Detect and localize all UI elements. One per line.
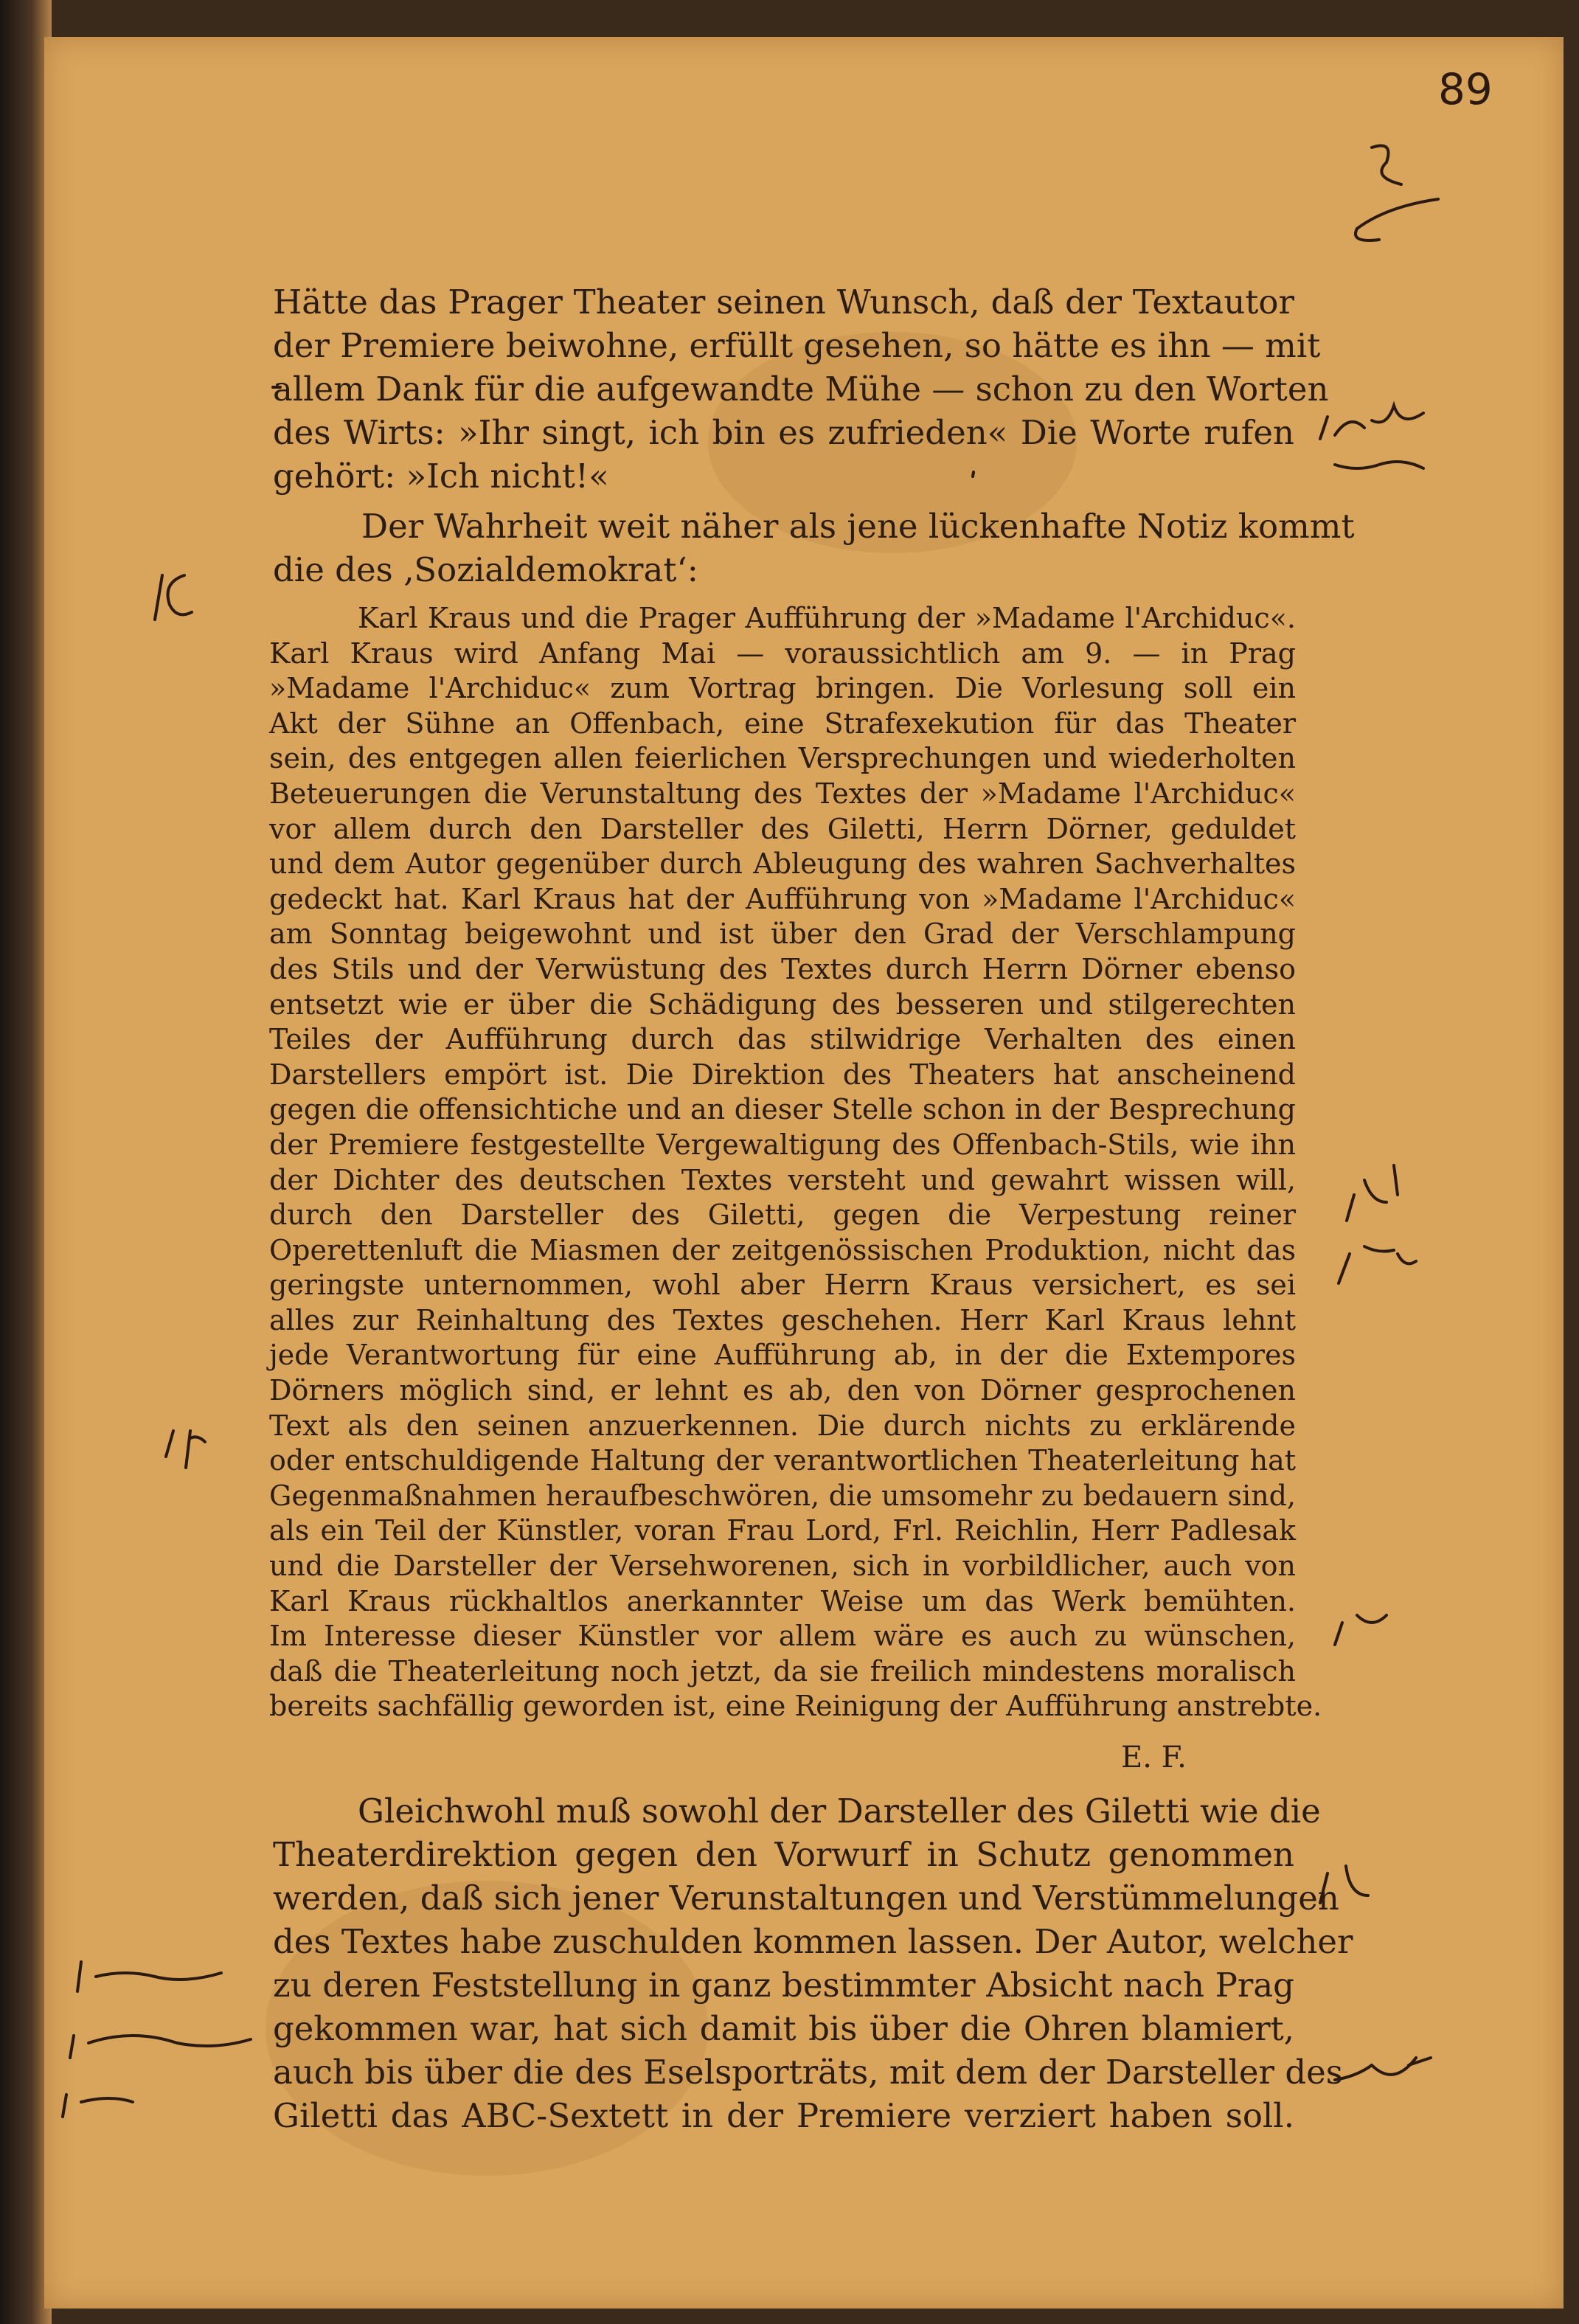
text-line: Giletti das ABC-Sextett in der Premiere verziert haben soll. bbox=[273, 2096, 1294, 2135]
text-line: Theaterdirektion gegen den Vorwurf in Schutz genommen bbox=[273, 1835, 1294, 1874]
quote-line: Operettenluft die Miasmen der zeitgenössischen Produktion, nicht das bbox=[269, 1233, 1296, 1266]
quote-line: oder entschuldigende Haltung der verantwortlichen Theaterleitung hat bbox=[269, 1444, 1296, 1477]
quote-line: Im Interesse dieser Künstler vor allem wäre es auch zu wünschen, bbox=[269, 1620, 1296, 1653]
quote-line: geringste unternommen, wohl aber Herrn Kraus versichert, es sei bbox=[269, 1269, 1296, 1302]
quote-line: der Premiere festgestellte Vergewaltigung des Offenbach-Stils, wie ihn bbox=[269, 1128, 1296, 1161]
quote-line: am Sonntag beigewohnt und ist über den Grad der Verschlampung bbox=[269, 918, 1296, 951]
quote-line: jede Verantwortung für eine Aufführung ab, in der die Extempores bbox=[269, 1339, 1296, 1372]
quote-line: gegen die offensichtiche und an dieser Stelle schon in der Besprechung bbox=[269, 1093, 1296, 1126]
quote-line: Beteuerungen die Verunstaltung des Textes der »Madame l'Archiduc« bbox=[269, 777, 1296, 810]
quote-line: Gegenmaßnahmen heraufbeschwören, die umsomehr zu bedauern sind, bbox=[269, 1479, 1296, 1512]
text-line: zu deren Feststellung in ganz bestimmter Absicht nach Prag bbox=[273, 1966, 1294, 2005]
quote-line: »Madame l'Archiduc« zum Vortrag bringen. Die Vorlesung soll ein bbox=[269, 672, 1296, 705]
quote-line: durch den Darsteller des Giletti, gegen die Verpestung reiner bbox=[269, 1199, 1296, 1232]
quote-line: Karl Kraus und die Prager Aufführung der »Madame l'Archiduc«. bbox=[358, 602, 1296, 634]
quote-line: bereits sachfällig geworden ist, eine Reinigung der Aufführung anstrebte. bbox=[269, 1690, 1322, 1723]
quote-line: Text als den seinen anzuerkennen. Die durch nichts zu erklärende bbox=[269, 1409, 1296, 1442]
page-number: 89 bbox=[1438, 64, 1493, 114]
quote-line: Karl Kraus wird Anfang Mai — voraussichtlich am 9. — in Prag bbox=[269, 637, 1296, 670]
quote-line: daß die Theaterleitung noch jetzt, da sie freilich mindestens moralisch bbox=[269, 1654, 1296, 1687]
quote-line: Dörners möglich sind, er lehnt es ab, den von Dörner gesprochenen bbox=[269, 1374, 1296, 1407]
quote-line: des Stils und der Verwüstung des Textes durch Herrn Dörner ebenso bbox=[269, 952, 1296, 985]
quote-line: gedeckt hat. Karl Kraus hat der Aufführung von »Madame l'Archiduc« bbox=[269, 882, 1296, 915]
quote-line: sein, des entgegen allen feierlichen Versprechungen und wiederholten bbox=[269, 742, 1296, 775]
text-line: gekommen war, hat sich damit bis über die Ohren blamiert, bbox=[273, 2009, 1294, 2048]
text-line: Der Wahrheit weit näher als jene lückenhafte Notiz kommt bbox=[361, 507, 1355, 546]
quote-line: der Dichter des deutschen Textes versteht und gewahrt wissen will, bbox=[269, 1163, 1296, 1196]
quote-line: Teiles der Aufführung durch das stilwidrige Verhalten des einen bbox=[269, 1023, 1296, 1056]
text-line: werden, daß sich jener Verunstaltungen und Verstümmelungen bbox=[273, 1879, 1339, 1918]
text-line: die des ‚Sozialdemokrat‘: bbox=[273, 550, 698, 589]
text-line: der Premiere beiwohne, erfüllt gesehen, so hätte es ihn — mit bbox=[273, 326, 1321, 365]
text-line: allem Dank für die aufgewandte Mühe — schon zu den Worten bbox=[273, 370, 1329, 409]
text-line: auch bis über die des Eselsporträts, mit dem der Darsteller des bbox=[273, 2053, 1343, 2092]
text-line: des Textes habe zuschulden kommen lassen. Der Autor, welcher bbox=[273, 1922, 1353, 1961]
quote-line: entsetzt wie er über die Schädigung des besseren und stilgerechten bbox=[269, 988, 1296, 1021]
quote-line: und die Darsteller der Versehworenen, sich in vorbildlicher, auch von bbox=[269, 1550, 1296, 1583]
quote-signature: E. F. bbox=[1121, 1741, 1187, 1775]
paragraph-notiz bbox=[273, 504, 1355, 592]
quote-line: vor allem durch den Darsteller des Giletti, Herrn Dörner, geduldet bbox=[269, 812, 1296, 845]
paragraph-conclusion bbox=[273, 1789, 1353, 2137]
newspaper-quote bbox=[269, 601, 1322, 1724]
paragraph-intro bbox=[273, 280, 1329, 498]
text-line: des Wirts: »Ihr singt, ich bin es zufrieden« Die Worte rufen bbox=[273, 413, 1294, 452]
quote-line: als ein Teil der Künstler, voran Frau Lord, Frl. Reichlin, Herr Padlesak bbox=[269, 1514, 1296, 1547]
quote-line: Akt der Sühne an Offenbach, eine Strafexekution für das Theater bbox=[269, 707, 1296, 740]
text-line: Hätte das Prager Theater seinen Wunsch, daß der Textautor bbox=[273, 282, 1294, 322]
quote-line: und dem Autor gegenüber durch Ableugung des wahren Sachverhaltes bbox=[269, 847, 1296, 881]
quote-line: alles zur Reinhaltung des Textes geschehen. Herr Karl Kraus lehnt bbox=[269, 1303, 1296, 1336]
quote-line: Karl Kraus rückhaltlos anerkannter Weise um das Werk bemühten. bbox=[269, 1584, 1296, 1617]
text-line: Gleichwohl muß sowohl der Darsteller des Giletti wie die bbox=[358, 1791, 1321, 1831]
quote-line: Darstellers empört ist. Die Direktion des Theaters hat anscheinend bbox=[269, 1058, 1296, 1091]
text-line: gehört: »Ich nicht!« bbox=[273, 457, 609, 496]
